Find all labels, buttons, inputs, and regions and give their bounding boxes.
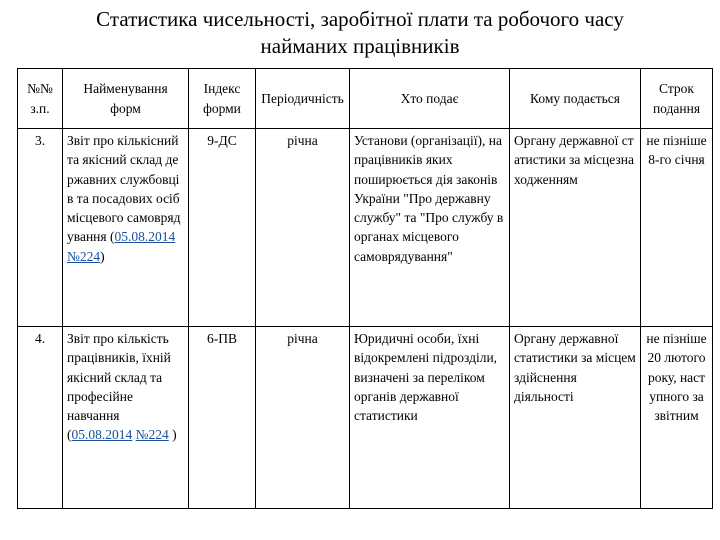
form-name-tail: ) [168, 427, 177, 443]
form-name [63, 129, 189, 327]
form-recipient: Органу державної статистики за місцезнаходженням [510, 129, 641, 327]
statistics-forms-table [17, 68, 713, 509]
form-date-link[interactable]: 05.08.2014 [114, 229, 176, 245]
form-name-text: Звіт про кількісний та якісний склад державних службовців та посадових осіб місцевого самоврядування ( [67, 133, 181, 245]
header-index: Індекс форми [189, 69, 256, 129]
form-name [63, 327, 189, 509]
form-name-tail: ) [100, 248, 105, 264]
form-name-text: Звіт про кількість працівників, їхній якісний склад та професійне навчання ( [67, 331, 171, 443]
form-deadline: не пізніше 8-го січня [641, 129, 713, 327]
table-row [18, 327, 713, 509]
form-deadline: не пізніше 20 лютого року, наступного за звітним [641, 327, 713, 509]
table-header-row [18, 69, 713, 129]
page-title [0, 6, 720, 60]
form-period: річна [256, 327, 350, 509]
form-submitter: Юридичні особи, їхні відокремлені підрозділи, визначені за переліком органів державної статистики [350, 327, 510, 509]
row-number: 3. [18, 129, 63, 327]
header-to-whom: Кому подається [510, 69, 641, 129]
table-row [18, 129, 713, 327]
form-number-link[interactable]: №224 [135, 427, 169, 443]
form-period: річна [256, 129, 350, 327]
title-line-2: найманих працівників [260, 34, 460, 58]
form-number-link[interactable]: №224 [67, 248, 101, 264]
header-deadline: Строк подання [641, 69, 713, 129]
title-line-1: Статистика чисельності, заробітної плати та робочого часу [96, 7, 624, 31]
header-name: Найменування форм [63, 69, 189, 129]
form-index: 9-ДС [189, 129, 256, 327]
form-recipient: Органу державної статистики за місцем здійснення діяльності [510, 327, 641, 509]
header-who: Хто подає [350, 69, 510, 129]
header-num: №№ з.п. [18, 69, 63, 129]
form-index: 6-ПВ [189, 327, 256, 509]
form-date-link[interactable]: 05.08.2014 [71, 427, 133, 443]
header-period: Періодичність [256, 69, 350, 129]
form-submitter: Установи (організації), на працівників яких поширюється дія законів України "Про державну службу" та "Про службу в органах місцевого самоврядування" [350, 129, 510, 327]
row-number: 4. [18, 327, 63, 509]
